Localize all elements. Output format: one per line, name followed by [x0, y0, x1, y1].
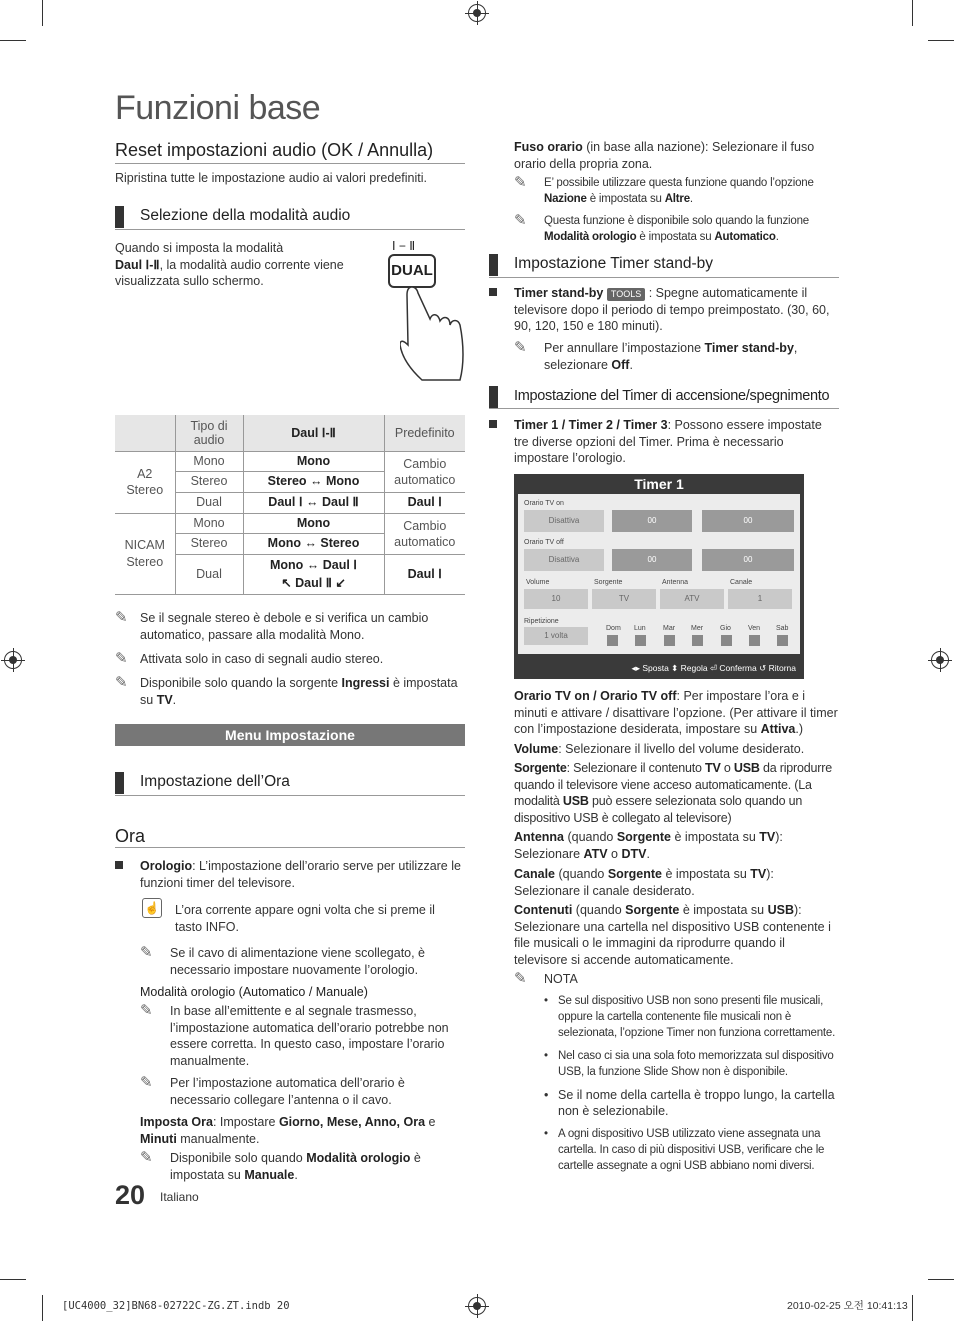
registration-mark-icon [468, 4, 486, 22]
reset-heading: Reset impostazioni audio (OK / Annulla) [115, 140, 434, 160]
hand-pointing-icon [400, 285, 466, 383]
osd-vol-field: 10 [524, 589, 588, 609]
registration-mark-icon [4, 651, 22, 669]
registration-mark-icon [931, 651, 949, 669]
osd-rep-field: 1 volta [524, 627, 588, 645]
standby-heading: Impostazione Timer stand-by [489, 254, 700, 274]
tools-badge: TOOLS [607, 288, 645, 301]
osd-day-label: Mer [691, 625, 704, 632]
note-pencil-icon: ✎ [140, 1074, 153, 1091]
osd-day-checkbox [721, 635, 732, 646]
bullet-square-icon [115, 861, 123, 869]
timer-osd-screenshot [514, 474, 804, 679]
note: ✎ Se il cavo di alimentazione viene scollegato, è necessario impostare nuovamente l’orologio. [140, 944, 426, 977]
osd-day-checkbox [607, 635, 618, 646]
osd-on-field: Disattiva [524, 510, 604, 532]
antenna-text: Antenna (quando Sorgente è impostata su TV): Selezionare ATV o DTV. [514, 830, 783, 861]
footer-date: 2010-02-25 오전 10:41:13 [787, 1300, 908, 1312]
note-pencil-icon: ✎ [115, 650, 128, 667]
menu-section-bar: Menu Impostazione [115, 724, 465, 746]
list-item: • Se il nome della cartella è troppo lungo, la cartella non è selezionabile. [544, 1087, 839, 1119]
note-pencil-icon: ✎ [514, 970, 527, 987]
audio-mode-table: Tipo di audio Daul Ⅰ-Ⅱ Predefinito A2 Stereo Mono Mono Cambio automatico Stereo Stereo ↔ Mono Dual Daul Ⅰ ↔ Daul Ⅱ Daul Ⅰ NICAM Stereo Mono Mono Cambio automatico Stereo Mono ↔ Stereo Dual Mono ↔ Daul Ⅰ ↖ Daul Ⅱ ↙ Daul Ⅰ [115, 415, 465, 595]
crop-mark [912, 0, 913, 26]
bullet-square-icon [489, 420, 497, 428]
osd-day-label: Mar [663, 625, 676, 632]
osd-ch-field: 1 [728, 589, 792, 609]
divider [115, 229, 465, 230]
note-pencil-icon: ✎ [115, 609, 128, 626]
source-text: Sorgente: Selezionare il contenuto TV o USB da riprodurre quando il televisore viene acceso automaticamente. (La modalità USB può essere selezionata solo quando un dispositivo USB è collegato al televisore) [514, 761, 832, 825]
note-pencil-icon: ✎ [115, 674, 128, 691]
crop-mark [912, 1295, 913, 1321]
osd-on-label: Orario TV on [524, 500, 564, 507]
note: ✎ In base all’emittente e al segnale trasmesso, l’impostazione automatica dell’orario potrebbe non essere corretta. In questo caso, impostare l’orario manualmente. [140, 1002, 449, 1068]
time-zone-text: Fuso orario (in base alla nazione): Selezionare il fuso orario della propria zona. [514, 140, 815, 171]
osd-ant-field: ATV [660, 589, 724, 609]
osd-off-label: Orario TV off [524, 539, 564, 546]
crop-mark [42, 0, 43, 26]
osd-day-label: Dom [606, 625, 621, 632]
crop-mark [0, 1279, 26, 1280]
note-pencil-icon: ✎ [140, 1002, 153, 1019]
crop-mark [0, 40, 26, 41]
osd-on-hour: 00 [612, 510, 692, 532]
osd-day-label: Ven [748, 625, 761, 632]
volume-text: Volume: Selezionare il livello del volume desiderato. [514, 742, 805, 756]
osd-ant-label: Antenna [662, 579, 689, 586]
osd-src-label: Sorgente [594, 579, 623, 586]
osd-off-min: 00 [702, 549, 794, 571]
remote-label: Ⅰ − Ⅱ [392, 239, 416, 253]
note-pencil-icon: ✎ [514, 212, 527, 229]
osd-title: Timer 1 [634, 476, 684, 492]
list-item: • Nel caso ci sia una sola foto memorizzata sul dispositivo USB, la funzione Slide Show non è disponibile. [544, 1048, 839, 1080]
note: ✎ Disponibile solo quando Modalità orologio è impostata su Manuale. [140, 1149, 421, 1182]
list-item: • A ogni dispositivo USB utilizzato viene assegnata una cartella. In caso di più dispositivi USB, verificare che le cartelle assegnate a ogni USB abbiano nomi diversi. [544, 1126, 839, 1174]
footer-file: [UC4000_32]BN68-02722C-ZG.ZT.indb 20 [62, 1300, 290, 1312]
timer-heading: Impostazione del Timer di accensione/spegnimento [489, 386, 816, 406]
osd-day-checkbox [635, 635, 646, 646]
audio-mode-text: Quando si imposta la modalità Daul Ⅰ-Ⅱ, la modalità audio corrente viene visualizzata sullo schermo. [115, 241, 344, 288]
contents-text: Contenuti (quando Sorgente è impostata su USB): Selezionare una cartella nel dispositivo USB contenente i file musicali o le immagini da riprodurre quando il televisore si accende automaticamente. [514, 903, 831, 967]
divider [489, 277, 839, 278]
crop-mark [928, 40, 954, 41]
note: ✎ Per l’impostazione automatica dell’orario è necessario collegare l’antenna o il cavo. [140, 1074, 405, 1107]
osd-on-min: 00 [702, 510, 794, 532]
timer-on-off-text: Orario TV on / Orario TV off: Per impostare l’ora e i minuti e attivare / disattivare l’opzione. (Per attivare il timer con l’impostazione desiderata, impostare su Attiva.) [514, 689, 838, 736]
registration-mark-icon [468, 1297, 486, 1315]
note: ✎ E’ possibile utilizzare questa funzione quando l’opzione Nazione è impostata su Altre. [514, 174, 814, 205]
note: ✎ Per annullare l’impostazione Timer stand-by, selezionare Off. [514, 339, 798, 372]
language-label: Italiano [160, 1190, 199, 1204]
divider [115, 795, 465, 796]
page-title: Funzioni base [115, 89, 321, 127]
divider [489, 408, 839, 409]
divider [115, 847, 465, 848]
osd-rep-label: Ripetizione [524, 618, 559, 625]
osd-off-hour: 00 [612, 549, 692, 571]
set-time-text: Imposta Ora: Impostare Giorno, Mese, Anno, Ora e Minuti manualmente. [140, 1115, 436, 1146]
osd-nav-hints: ◂▸ Sposta ⬍ Regola ⏎ Conferma ↺ Ritorna [631, 663, 796, 673]
note-heading: ✎ NOTA [514, 970, 578, 987]
page-number: 20 [115, 1180, 146, 1210]
channel-text: Canale (quando Sorgente è impostata su TV): Selezionare il canale desiderato. [514, 867, 774, 898]
note: ✎ Disponibile solo quando la sorgente Ingressi è impostata su TV. [115, 674, 458, 707]
osd-vol-label: Volume [526, 579, 550, 586]
osd-day-checkbox [749, 635, 760, 646]
note-pencil-icon: ✎ [140, 944, 153, 961]
standby-item: Timer stand-by TOOLS : Spegne automaticamente il televisore dopo il periodo di tempo preimpostato. (30, 60, 90, 120, 150 e 180 minuti). [489, 285, 839, 335]
note: ✎ Se il segnale stereo è debole e si verifica un cambio automatico, passare alla modalità Mono. [115, 609, 429, 642]
remote-hand-icon: ☝ [142, 898, 162, 918]
osd-src-field: TV [592, 589, 656, 609]
note: ✎ Attivata solo in caso di segnali audio stereo. [115, 650, 384, 667]
divider [115, 163, 465, 164]
osd-day-checkbox [664, 635, 675, 646]
list-item: • Se sul dispositivo USB non sono presenti file musicali, oppure la cartella contenente file musicali non è selezionata, l’opzione Timer non funziona correttamente. [544, 993, 839, 1041]
audio-mode-heading: Selezione della modalità audio [115, 206, 337, 226]
osd-off-field: Disattiva [524, 549, 604, 571]
crop-mark [928, 1279, 954, 1280]
osd-day-checkbox [692, 635, 703, 646]
time-setting-heading: Impostazione dell’Ora [115, 772, 277, 792]
dual-button-icon: DUAL [388, 254, 436, 288]
osd-ch-label: Canale [730, 579, 753, 586]
osd-day-checkbox [777, 635, 788, 646]
note-pencil-icon: ✎ [514, 174, 527, 191]
osd-day-label: Gio [720, 625, 731, 632]
bullet-square-icon [489, 288, 497, 296]
osd-day-label: Lun [634, 625, 646, 632]
reset-desc: Ripristina tutte le impostazione audio ai valori predefiniti. [115, 171, 427, 185]
osd-day-label: Sab [776, 625, 789, 632]
note-pencil-icon: ✎ [140, 1149, 153, 1166]
note: ✎ Questa funzione è disponibile solo quando la funzione Modalità orologio è impostata su Automatico. [514, 212, 809, 243]
note-pencil-icon: ✎ [514, 339, 527, 356]
timer-item: Timer 1 / Timer 2 / Timer 3: Possono essere impostate tre diverse opzioni del Timer. Prima è necessario impostare l’orologio. [489, 417, 839, 467]
info-note: L’ora corrente appare ogni volta che si preme il tasto INFO. [175, 903, 435, 934]
orologio-item: Orologio: L’impostazione dell’orario serve per utilizzare le funzioni timer del televisore. [115, 858, 465, 891]
crop-mark [42, 1295, 43, 1321]
ora-heading: Ora [115, 826, 146, 846]
clock-mode-heading: Modalità orologio (Automatico / Manuale) [140, 985, 368, 999]
